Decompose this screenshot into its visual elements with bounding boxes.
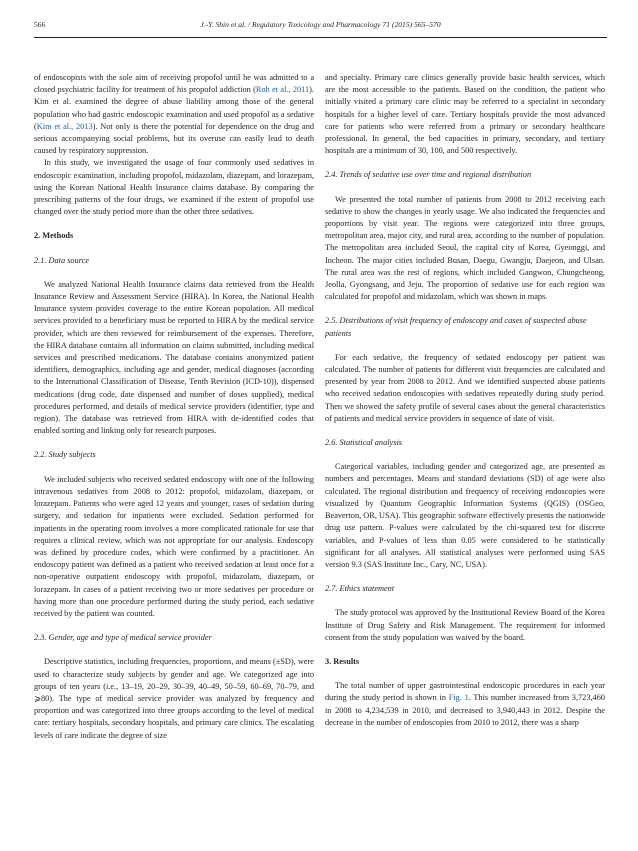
section-heading-methods: 2. Methods bbox=[34, 231, 74, 241]
paragraph-trends: We presented the total number of patients from 2008 to 2012 receiving each sedative to show the changes in yearly usage. We also indicated the frequencies and proportions by visit year. The regions were categorized into three groups, metropolitan area, major city, and rural area, according to the number of population. The metropolitan area included Seoul, the capital city of Korea, Gyeonggi, and Incheon. The major cities included Busan, Daegu, Gwangju, Daejeon, and Ulsan. The rural area was the rest of regions, which included Gangwon, Chungcheong, Jeolla, Gyongsang, and Jeju. The proportion of sedative use for each region was calculated for propofol and midazolam, which was shown in maps. bbox=[325, 194, 605, 302]
subsection-heading-trends: 2.4. Trends of sedative use over time and regional distribution bbox=[325, 170, 532, 180]
subsection-heading-statistical-analysis: 2.6. Statistical analysis bbox=[325, 438, 402, 448]
paragraph-study-aim: In this study, we investigated the usage of four commonly used sedatives in endoscopic examination, including propofol, midazolam, diazepam, and lorazepam, using the Korean National Health Insurance claims database. By comparing the prescribing patterns of the four drugs, we examined if the extent of propofol use changed over the study period more than the other three sedatives. bbox=[34, 158, 314, 217]
paragraph-gender-age: Descriptive statistics, including frequencies, proportions, and means (±SD), were used to characterize study subjects by gender and age. We categorized age into groups of ten years (i.e., 13–19, 20–29, 30–39, 40–49, 50–59, 60–69, 70–79, and ⩾80). The type of medical service provider was analyzed by frequency and proportion and was categorized into three groups according to the level of medical care: tertiary hospitals, secondary hospitals, and primary care clinics. The escalating levels of care indicate the degree of size bbox=[34, 657, 314, 740]
paragraph-results: The total number of upper gastrointestinal endoscopic procedures in each year during the study period is shown in Fig. 1. This number increased from 3,723,460 in 2008 to 4,234,539 in 2010, and decreased to 3,940,443 in 2012. Despite the decrease in the number of endoscopies from 2010 to 2012, there was a sharp bbox=[325, 681, 605, 727]
subsection-heading-visit-frequency: 2.5. Distributions of visit frequency of endoscopy and cases of suspected abuse patients bbox=[325, 316, 587, 338]
running-head: J.-Y. Shin et al. / Regulatory Toxicology and Pharmacology 71 (2015) 565–570 bbox=[200, 20, 441, 29]
left-column bbox=[34, 72, 314, 742]
paragraph-data-source: We analyzed National Health Insurance claims data retrieved from the Health Insurance Review and Assessment Service (HIRA). In Korea, the National Health Insurance system provides coverage to the entire Korean population. All medical services provided to a beneficiary must be reported to HIRA by the medical service provider, which are then reviewed for reimbursement of the expenses. Therefore, the HIRA database contains all information on claims submitted, including medical services and prescribed medications. The database contains anonymized patient identifiers, demographics, including age and gender, medical diagnoses (according to the International Classification of Disease, Tenth Revision (ICD-10)), dispensed medications (drug code, date dispensed and number of doses supplied), medical procedures performed, and details of medical service providers (identifier, type and region). The database was retrieved from HIRA with de-identified codes that enabled sorting and linking only for research purposes. bbox=[34, 279, 314, 436]
right-column bbox=[325, 72, 605, 729]
figure-link[interactable]: Fig. 1 bbox=[448, 693, 469, 703]
subsection-heading-gender-age: 2.3. Gender, age and type of medical service provider bbox=[34, 633, 212, 643]
paragraph-study-subjects: We included subjects who received sedated endoscopy with one of the following intravenous sedatives from 2008 to 2012: propofol, midazolam, diazepam, or lorazepam. Patients who were aged 12 years and younger, cases of sedation during surgery, and sedation for inpatients were excluded. Sedation performed for inpatients in the operating room involves a more complicated rationale for use that requires a clinical review, which was not appropriate for our analysis. Endoscopy was defined by procedure codes, which were confirmed by a practitioner. An endoscopy patient was defined as a patient who received sedation at least once for a non-operative outpatient endoscopy with propofol, midazolam, diazepam, or lorazepam. In cases of a patient receiving two or more sedatives per procedure or having more than one procedure performed during the study period, each sedative received by the patient was counted. bbox=[34, 474, 314, 618]
subsection-heading-study-subjects: 2.2. Study subjects bbox=[34, 450, 96, 460]
page-number: 566 bbox=[34, 20, 46, 29]
paragraph-provider-types-continued: and specialty. Primary care clinics generally provide basic health services, which are the most accessible to the patients. Based on the condition, the patient who initially visited a primary care clinic may be referred to a specialist in secondary hospitals for a higher level of care. Tertiary hospitals provide the most advanced care for patients who were referred from a primary or secondary healthcare professional. In general, the bed capacities in primary, secondary, and tertiary hospitals are a minimum of 30, 100, and 500 respectively. bbox=[325, 73, 605, 156]
paragraph-statistical-analysis: Categorical variables, including gender and categorized age, are presented as numbers and percentages. Means and standard deviations (SD) of age were also calculated. The regional distribution and frequency of receiving endoscopies were visualized by Quantum Geographic Information Systems (QGIS) (OSGeo, Beaverton, OR, USA). This geographic software effectively presents the nationwide drug use pattern. P-values were calculated by the chi-squared test for discrete variables, and P-values of less than 0.05 were considered to be statistically significant for all analyses. All statistical analyses were performed using SAS version 9.3 (SAS Institute Inc., Cary, NC, USA). bbox=[325, 462, 605, 569]
section-heading-results: 3. Results bbox=[325, 656, 360, 666]
page-header bbox=[34, 20, 607, 34]
paragraph-ethics: The study protocol was approved by the Institutional Review Board of the Korea Institute of Drug Safety and Risk Management. The requirement for informed consent from the study population was waived by the board. bbox=[325, 608, 605, 642]
header-rule bbox=[34, 37, 607, 38]
citation-link[interactable]: Roh et al., 2011 bbox=[255, 85, 310, 95]
paragraph-intro-continued: of endoscopists with the sole aim of receiving propofol until he was admitted to a closed psychiatric facility for treatment of his propofol addiction (Roh et al., 2011). Kim et al. examined the degree of abuse liability among those of the general population who had gastric endoscopic examination and used propofol as a sedative (Kim et al., 2013). Not only is there the potential for dependence on the drug and serious accompanying social problems, but its overuse can easily lead to death caused by respiratory suppression. bbox=[34, 73, 314, 156]
citation-link[interactable]: Kim et al., 2013 bbox=[36, 121, 93, 131]
subsection-heading-ethics: 2.7. Ethics statement bbox=[325, 584, 395, 594]
subsection-heading-data-source: 2.1. Data source bbox=[34, 255, 89, 265]
paragraph-visit-frequency: For each sedative, the frequency of sedated endoscopy per patient was calculated. The number of patients for different visit frequencies are calculated and presented by year from 2008 to 2012. And we identified suspected abuse patients who received sedation endoscopies with sedatives repeatedly during study period. Then we showed the safety profile of several cases about the general characteristics of patients and medical service providers in sequence of date of visit. bbox=[325, 352, 605, 423]
